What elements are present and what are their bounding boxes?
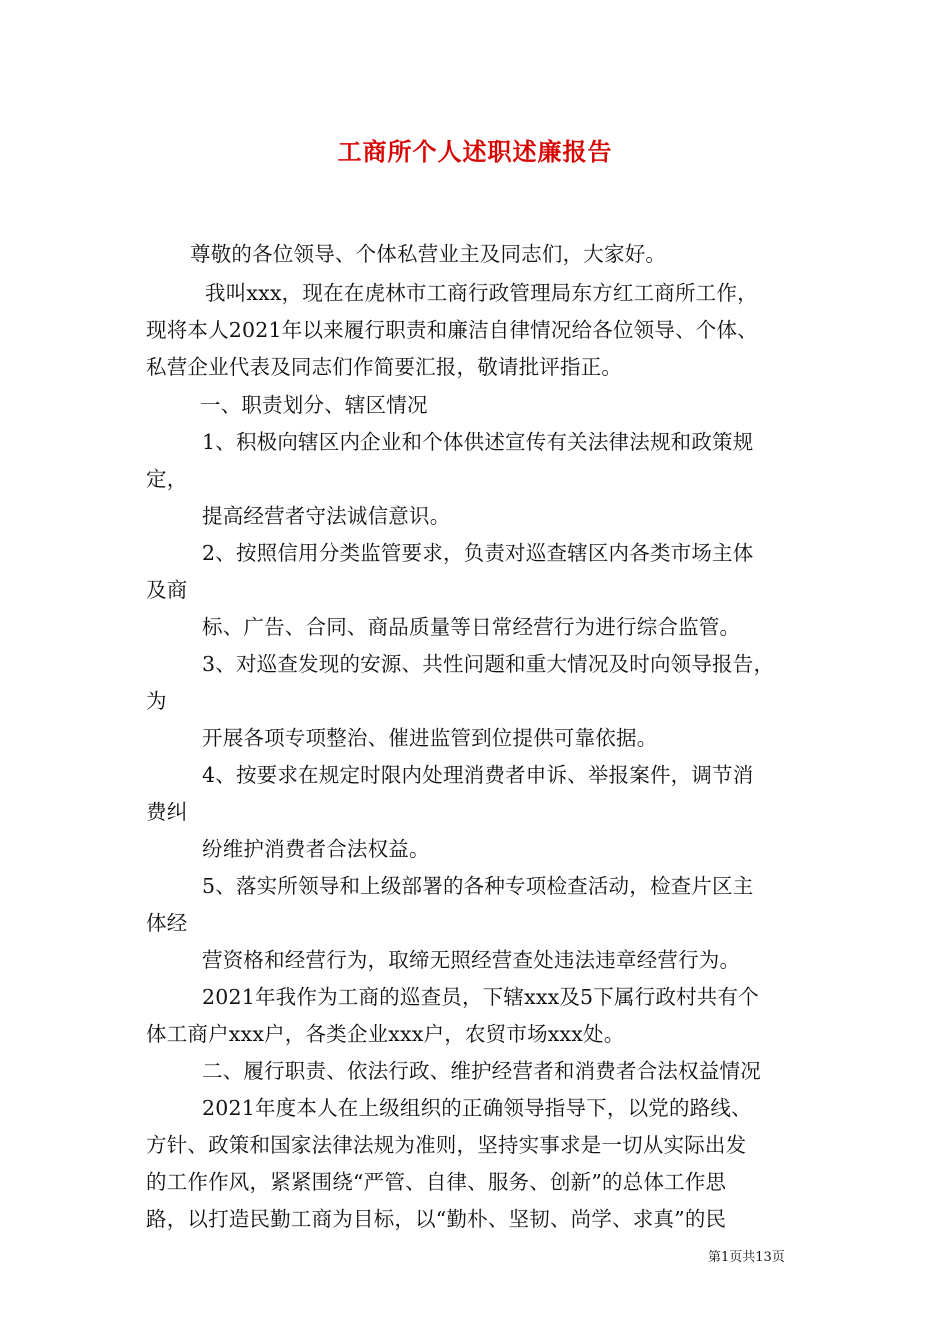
body-line: 开展各项专项整治、催进监管到位提供可靠依据。 bbox=[202, 726, 658, 750]
body-line: 方针、政策和国家法律法规为准则，坚持实事求是一切从实际出发 bbox=[146, 1133, 747, 1157]
body-line: 路，以打造民勤工商为目标，以“勤朴、坚韧、尚学、求真”的民 bbox=[146, 1207, 727, 1231]
body-line: 的工作作风，紧紧围绕“严管、自律、服务、创新”的总体工作思 bbox=[146, 1170, 727, 1194]
body-line-greeting: 尊敬的各位领导、个体私营业主及同志们，大家好。 bbox=[190, 242, 667, 266]
list-item-2: 2、按照信用分类监管要求，负责对巡查辖区内各类市场主体 bbox=[202, 541, 754, 565]
body-line: 定， bbox=[146, 467, 188, 491]
list-item-5: 5、落实所领导和上级部署的各种专项检查活动，检查片区主 bbox=[202, 874, 754, 898]
section-heading-2: 二、履行职责、依法行政、维护经营者和消费者合法权益情况 bbox=[202, 1059, 761, 1083]
list-item-3: 3、对巡查发现的安源、共性问题和重大情况及时向领导报告， bbox=[202, 652, 775, 676]
body-line: 为 bbox=[146, 689, 167, 713]
body-line: 及商 bbox=[146, 578, 188, 602]
body-line: 体经 bbox=[146, 911, 188, 935]
body-line: 现将本人2021年以来履行职责和廉洁自律情况给各位领导、个体、 bbox=[146, 318, 758, 342]
body-line: 纷维护消费者合法权益。 bbox=[202, 837, 430, 861]
list-item-4: 4、按要求在规定时限内处理消费者申诉、举报案件，调节消 bbox=[202, 763, 754, 787]
body-line: 费纠 bbox=[146, 800, 188, 824]
body-line: 标、广告、合同、商品质量等日常经营行为进行综合监管。 bbox=[202, 615, 741, 639]
body-line: 2021年我作为工商的巡查员，下辖xxx及5下属行政村共有个 bbox=[202, 985, 759, 1009]
body-line: 营资格和经营行为，取缔无照经营查处违法违章经营行为。 bbox=[202, 948, 741, 972]
body-line: 私营企业代表及同志们作简要汇报，敬请批评指正。 bbox=[146, 355, 623, 379]
document-title: 工商所个人述职述廉报告 bbox=[337, 137, 613, 166]
body-line: 2021年度本人在上级组织的正确领导指导下，以党的路线、 bbox=[202, 1096, 752, 1120]
body-line: 体工商户xxx户，各类企业xxx户，农贸市场xxx处。 bbox=[146, 1022, 625, 1046]
body-line: 提高经营者守法诚信意识。 bbox=[202, 504, 451, 528]
page-number: 第1页共13页 bbox=[708, 1250, 785, 1265]
section-heading-1: 一、职责划分、辖区情况 bbox=[200, 393, 428, 417]
list-item-1: 1、积极向辖区内企业和个体供述宣传有关法律法规和政策规 bbox=[202, 430, 754, 454]
body-line: 我叫xxx，现在在虎林市工商行政管理局东方红工商所工作， bbox=[205, 281, 758, 305]
